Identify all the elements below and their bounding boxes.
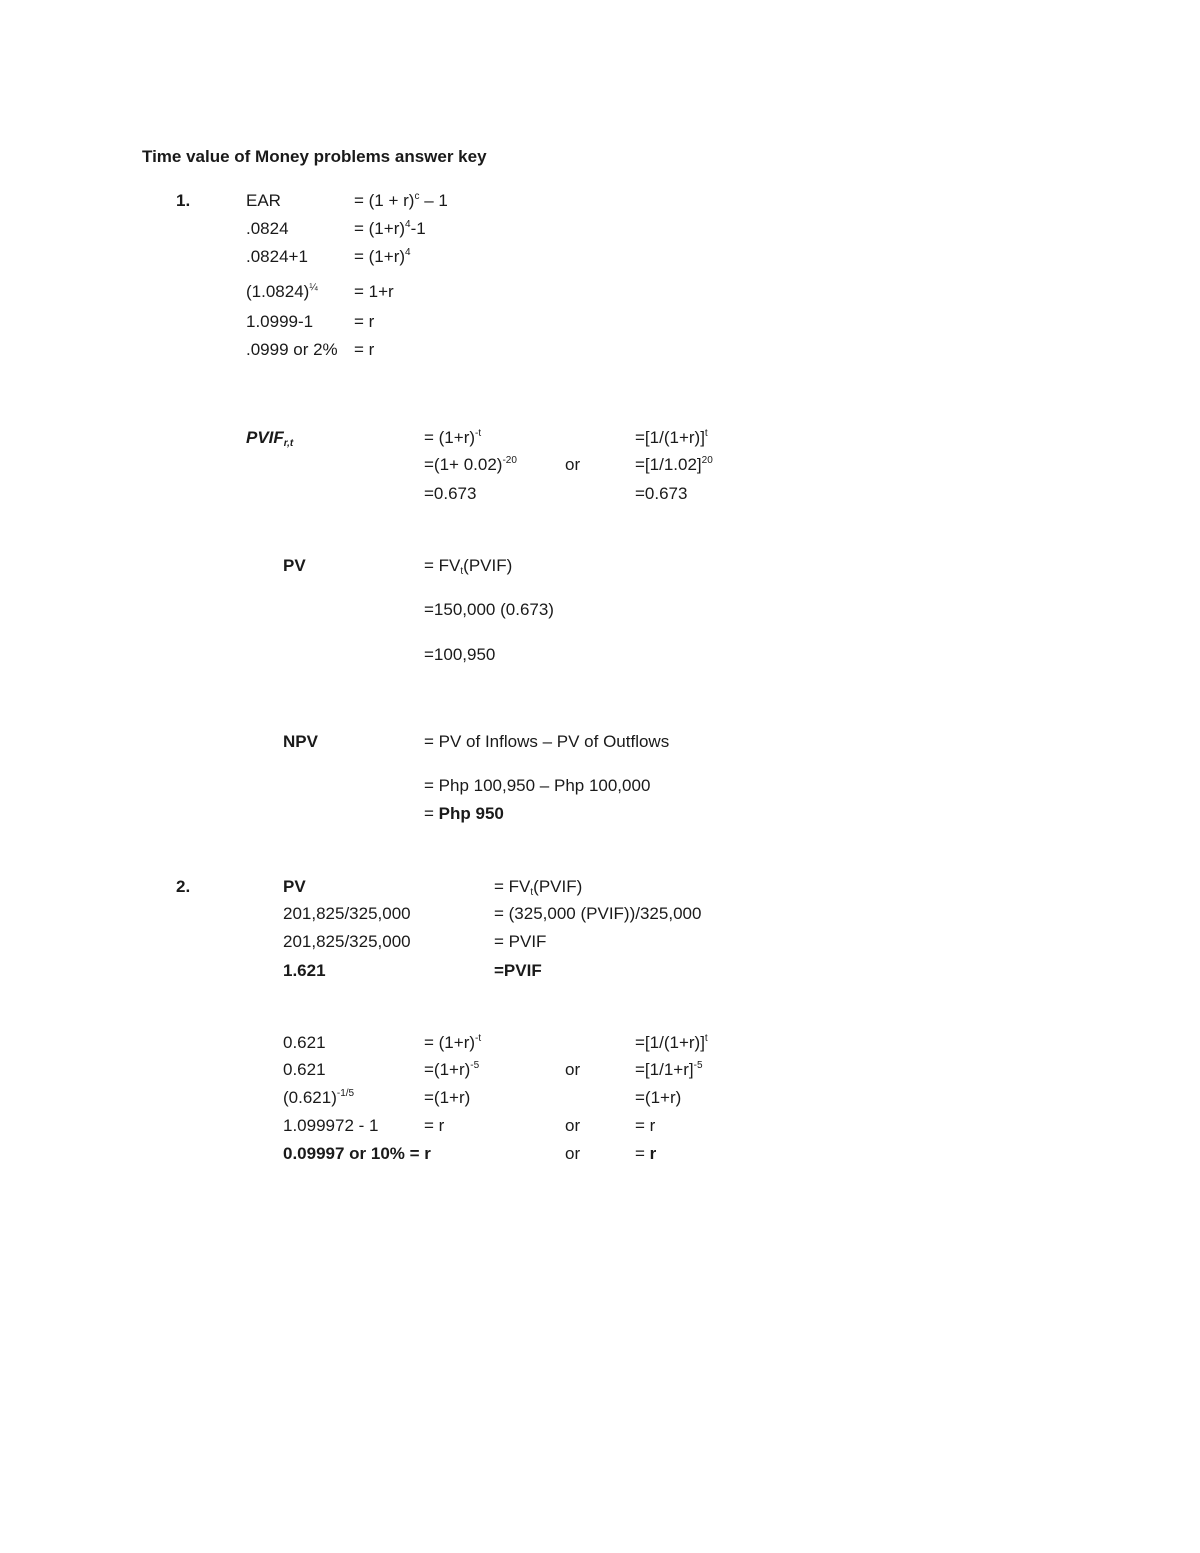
p2-a-row1-right: = $FV_t(PVIF)$ [494,877,583,898]
npv-formula: = PV of Inflows – PV of Outflows [424,732,670,751]
pv-formula: = $FV_t(PVIF)$ [424,556,513,577]
p1-row5-left: 1.0999-1 [246,312,314,331]
p1-row6-right: = r [354,340,375,359]
p2-a-row4-right: =PVIF [494,961,542,980]
npv-substitution: = Php 100,950 – Php 100,000 [424,776,651,795]
p1-row4-right: = 1+r [354,282,394,301]
p1-row1-right: = $(1 + r)^c - 1$ [354,191,448,210]
p2-a-row2-left: 201,825/325,000 [283,904,411,923]
pvif-formula-1: = $(1+r)^{-t}$ [424,428,482,447]
pvif-formula-2: $=(1+ 0.02)^{-20}$ [424,455,517,474]
p1-row2-right: = $(1+r)^4-1$ [354,219,426,238]
p2-b-row2-left: 0.621 [283,1060,326,1079]
p1-row3-left: .0824+1 [246,247,308,266]
pvif-alt-result: =0.673 [635,484,688,503]
problem-1-number: 1. [176,191,191,210]
p2-a-row4-left: 1.621 [283,961,326,980]
pvif-alt-formula-1: $=[1/(1+r)]^t$ [635,428,708,447]
p2-b-row4-left: 1.099972 - 1 [283,1116,379,1135]
p2-b-row3-mid: =(1+r) [424,1088,471,1107]
pvif-alt-formula-2: $=[1/1.02]^{20}$ [635,455,713,474]
npv-result: = Php 950 [424,804,504,823]
p2-b-row2-or: or [565,1060,581,1079]
pvif-or: or [565,455,581,474]
p2-a-row2-right: = (325,000 (PVIF))/325,000 [494,904,702,923]
p2-b-row4-or: or [565,1116,581,1135]
pv-substitution: =150,000 (0.673) [424,600,554,619]
p2-a-row3-left: 201,825/325,000 [283,932,411,951]
p2-b-row5-right: = r [635,1144,657,1163]
p2-b-row2-mid: $=(1+r)^{-5}$ [424,1060,480,1079]
p2-b-row5-or: or [565,1144,581,1163]
p2-b-row1-mid: = $(1+r)^{-t}$ [424,1033,482,1052]
pvif-label: $PVIF_{r,t}$ [246,428,294,449]
p2-b-row3-right: =(1+r) [635,1088,682,1107]
p1-row6-left: .0999 or 2% [246,340,338,359]
p2-b-row2-right: $=[1/1+r]^{-5}$ [635,1060,703,1079]
p1-row1-left: EAR [246,191,281,210]
p2-b-row1-right: $=[1/(1+r)]^t$ [635,1033,708,1052]
p2-b-row1-left: 0.621 [283,1033,326,1052]
page-title: Time value of Money problems answer key [142,147,487,166]
p1-row3-right: = $(1+r)^4$ [354,247,411,266]
p2-b-row4-right: = r [635,1116,656,1135]
problem-2-number: 2. [176,877,191,896]
p1-row2-left: .0824 [246,219,289,238]
p1-row5-right: = r [354,312,375,331]
p1-row4-left: $(1.0824)^{\frac{1}{4}}$ [246,282,318,301]
p2-b-row4-mid: = r [424,1116,445,1135]
p2-a-row3-right: = PVIF [494,932,547,951]
pvif-result-1: =0.673 [424,484,477,503]
pv-label: PV [283,556,306,575]
npv-label: NPV [283,732,318,751]
pv-result: =100,950 [424,645,496,664]
p2-b-row3-left: $(0.621)^{-1/5}$ [283,1088,355,1107]
p2-b-row5-left: 0.09997 or 10% = r [283,1144,431,1163]
p2-a-row1-left: PV [283,877,306,896]
